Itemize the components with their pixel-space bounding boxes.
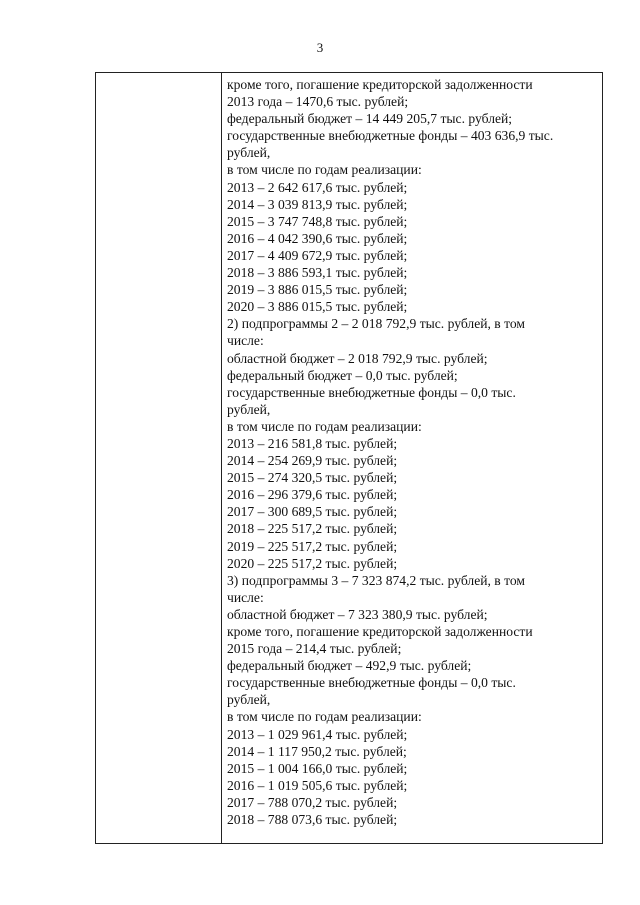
text-line: государственные внебюджетные фонды – 403 636,9 тыс. bbox=[227, 128, 554, 144]
text-line: 2018 – 788 073,6 тыс. рублей; bbox=[227, 812, 398, 828]
text-line: 2019 – 3 886 015,5 тыс. рублей; bbox=[227, 282, 408, 298]
text-line: 2020 – 225 517,2 тыс. рублей; bbox=[227, 555, 398, 571]
text-line: кроме того, погашение кредиторской задолженности bbox=[227, 624, 533, 639]
text-line: 2017 – 788 070,2 тыс. рублей; bbox=[227, 794, 398, 810]
text-line: 2016 – 4 042 390,6 тыс. рублей; bbox=[227, 230, 408, 246]
text-line: кроме того, погашение кредиторской задолженности bbox=[227, 77, 533, 92]
text-line: 2) подпрограммы 2 – 2 018 792,9 тыс. рублей, в том bbox=[227, 316, 526, 332]
text-line: 2015 – 1 004 166,0 тыс. рублей; bbox=[227, 760, 408, 776]
text-line: федеральный бюджет – 492,9 тыс. рублей; bbox=[227, 658, 472, 674]
text-line: 2014 – 3 039 813,9 тыс. рублей; bbox=[227, 196, 408, 212]
text-line: государственные внебюджетные фонды – 0,0 тыс. bbox=[227, 384, 516, 400]
text-line: в том числе по годам реализации: bbox=[227, 162, 422, 178]
text-line: 3) подпрограммы 3 – 7 323 874,2 тыс. рублей, в том bbox=[227, 572, 526, 588]
text-line: 2019 – 225 517,2 тыс. рублей; bbox=[227, 538, 398, 554]
text-line: числе: bbox=[227, 589, 264, 605]
text-line: 2015 года – 214,4 тыс. рублей; bbox=[227, 641, 402, 657]
text-line: 2013 – 216 581,8 тыс. рублей; bbox=[227, 435, 398, 451]
text-line: в том числе по годам реализации: bbox=[227, 709, 422, 725]
document-table bbox=[95, 72, 603, 844]
text-line: 2014 – 254 269,9 тыс. рублей; bbox=[227, 453, 398, 469]
text-line: 2015 – 274 320,5 тыс. рублей; bbox=[227, 470, 398, 486]
text-line: государственные внебюджетные фонды – 0,0 тыс. bbox=[227, 675, 516, 691]
text-line: 2016 – 1 019 505,6 тыс. рублей; bbox=[227, 777, 408, 793]
text-line: рублей, bbox=[227, 145, 271, 161]
text-line: 2018 – 225 517,2 тыс. рублей; bbox=[227, 521, 398, 537]
text-line: 2015 – 3 747 748,8 тыс. рублей; bbox=[227, 213, 408, 229]
text-line: 2018 – 3 886 593,1 тыс. рублей; bbox=[227, 265, 408, 281]
text-line: областной бюджет – 7 323 380,9 тыс. рублей; bbox=[227, 606, 488, 622]
text-line: 2020 – 3 886 015,5 тыс. рублей; bbox=[227, 299, 408, 315]
table-right-column bbox=[222, 73, 602, 843]
text-line: 2014 – 1 117 950,2 тыс. рублей; bbox=[227, 743, 407, 759]
table-left-column bbox=[96, 73, 222, 843]
text-line: 2017 – 4 409 672,9 тыс. рублей; bbox=[227, 247, 408, 263]
text-line: федеральный бюджет – 0,0 тыс. рублей; bbox=[227, 367, 458, 383]
text-line: в том числе по годам реализации: bbox=[227, 418, 422, 434]
text-line: 2017 – 300 689,5 тыс. рублей; bbox=[227, 504, 398, 520]
text-line: областной бюджет – 2 018 792,9 тыс. рублей; bbox=[227, 350, 488, 366]
text-line: 2013 – 2 642 617,6 тыс. рублей; bbox=[227, 179, 408, 195]
text-line: 2013 – 1 029 961,4 тыс. рублей; bbox=[227, 726, 408, 742]
text-line: федеральный бюджет – 14 449 205,7 тыс. рублей; bbox=[227, 111, 513, 127]
text-line: числе: bbox=[227, 333, 264, 349]
text-line: рублей, bbox=[227, 692, 271, 708]
page-number: 3 bbox=[316, 40, 324, 55]
text-line: 2013 года – 1470,6 тыс. рублей; bbox=[227, 94, 409, 110]
text-line: 2016 – 296 379,6 тыс. рублей; bbox=[227, 487, 398, 503]
text-line: рублей, bbox=[227, 401, 271, 417]
